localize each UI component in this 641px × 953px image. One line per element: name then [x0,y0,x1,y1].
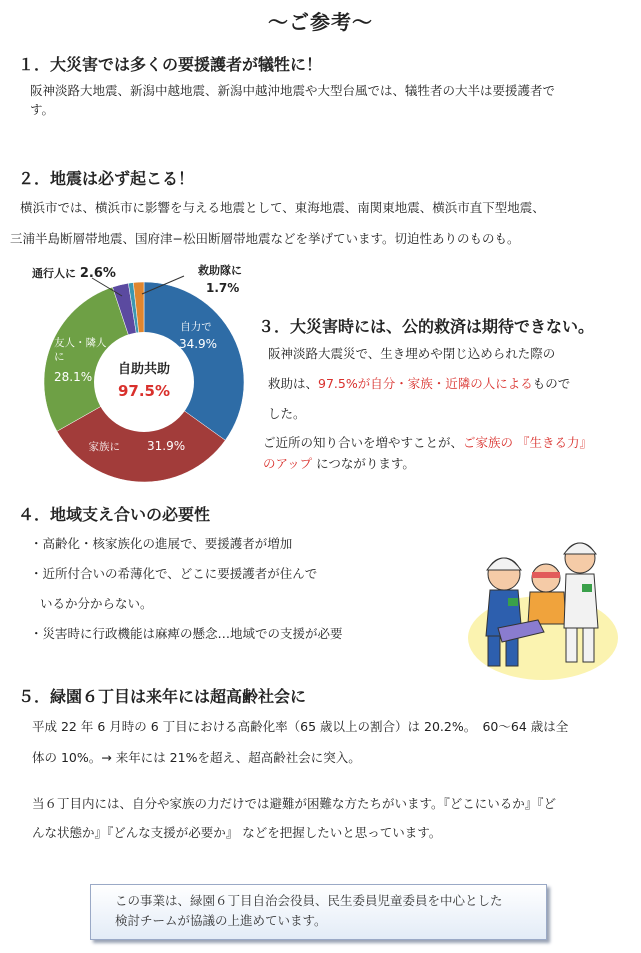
project-note-line1: この事業は、緑園６丁目自治会役員、民生委員児童委員を中心とした [115,893,503,908]
rescue-workers-illustration [468,528,618,683]
section3-line5b: につながります。 [312,456,415,471]
slice-value-self: 34.9% [178,337,218,351]
page-title: ～ご参考～ [268,10,373,34]
section2-heading: ２．地震は必ず起こる！ [18,169,195,188]
worker-left-armband [508,598,518,606]
section3-line1: 阪神淡路大震災で、生き埋めや閉じ込められた際の [268,346,556,361]
section1-body [30,81,630,119]
slice-label-friends-a: 友人・隣人 [54,337,107,349]
section5-p2-line1: 当６丁目内には、自分や家族の力だけでは避難が困難な方たちがいます。『どこにいるか』『ど [32,796,557,811]
section3-highlight-family: ご家族の 『生きる力』 [463,435,592,450]
section1-body-line2: す。 [30,102,55,117]
section3-heading: ３．大災害時には、公的救済は期待できない。 [258,317,595,336]
section3-highlight-97: 97.5%が自分・家族・近隣の人による [318,376,533,391]
section2-body-line1: 横浜市では、横浜市に影響を与える地震として、東海地震、南関東地震、横浜市直下型地震、 [20,200,545,215]
injured-bandage [532,572,560,578]
project-note-line2: 検討チームが協議の上進めています。 [115,913,327,928]
worker-right-body [564,574,598,628]
section4-bullet2b: いるか分からない。 [40,596,153,611]
section4-heading: ４．地域支え合いの必要性 [18,505,211,524]
callout-passersby [32,265,116,281]
section5-p2-line2: んな状態か』『どんな支援が必要か』 などを把握したいと思っています。 [32,825,442,840]
slice-label-friends-b: に [54,351,65,363]
worker-right-leg [566,628,577,662]
slice-value-family: 31.9% [147,439,186,453]
section4-bullet3: ・災害時に行政機能は麻痺の懸念…地域での支援が必要 [30,626,343,641]
section3-line2 [268,374,570,393]
donut-center-label: 自助共助 [117,362,171,377]
section1-body-line1: 阪神淡路大地震、新潟中越地震、新潟中越沖地震や大型台風では、犠牲者の大半は要援護者で [30,83,556,98]
section3-line2a: 救助は、 [268,376,319,391]
section4-bullet2a: ・近所付合いの希薄化で、どこに要援護者が住んで [30,566,318,581]
slice-label-family: 家族に [88,441,120,453]
section5-heading: ５．緑園６丁目は来年には超高齢社会に [18,687,307,706]
slice-label-self: 自力で [180,321,212,333]
section5-p1-line2: 体の 10%。→ 来年には 21%を超え、超高齢社会に突入。 [32,750,361,765]
section5-p1-line1: 平成 22 年 6 月時の 6 丁目における高齢化率（65 歳以上の割合）は 20.2%。 60〜64 歳は全 [32,719,569,734]
worker-right-helmet [564,543,596,554]
section3-highlight-up: のアップ [263,456,313,471]
callout-passersby-label: 通行人に [32,267,76,280]
worker-right-armband [582,584,592,592]
worker-right-leg2 [583,628,594,662]
section3-line2c: もので [532,376,571,391]
slice-value-friends: 28.1% [54,370,93,384]
section3-line3: した。 [268,406,306,421]
callout-rescue-label: 救助隊に [198,264,242,277]
worker-left-helmet [487,558,521,570]
injured-body [528,592,566,624]
worker-left-leg [488,636,500,666]
section3-line4a: ご近所の知り合いを増やすことが、 [263,435,464,450]
callout-passersby-value: 2.6% [79,266,116,281]
section3-line4 [263,433,592,452]
section3-line5 [263,454,415,473]
section1-heading: １．大災害では多くの要援護者が犠牲に！ [18,55,323,74]
section2-body-line2: 三浦半島断層帯地震、国府津−松田断層帯地震などを挙げています。切迫性ありのものも。 [10,231,520,246]
callout-rescue-value: 1.7% [206,281,240,295]
section4-bullet1: ・高齢化・核家族化の進展で、要援護者が増加 [30,536,293,551]
project-note-box [90,884,547,940]
donut-center-value: 97.5% [117,382,171,400]
